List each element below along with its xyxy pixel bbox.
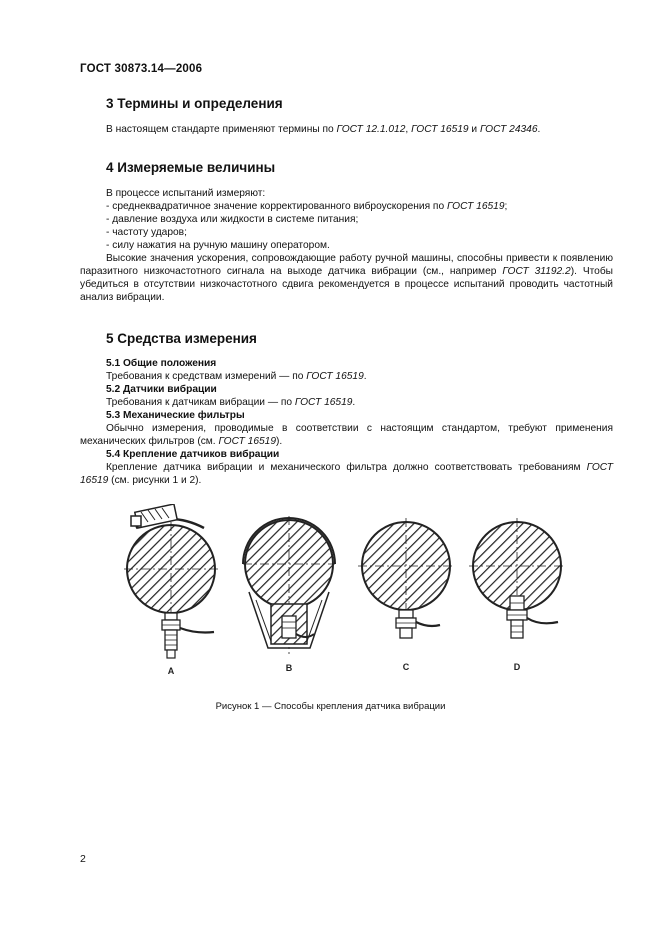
page-number: 2 <box>80 853 86 865</box>
sensor-cable <box>416 622 440 626</box>
vibration-sensor <box>282 616 296 638</box>
mount-variant-c <box>358 518 454 672</box>
subsection-5-2-text: Требования к датчикам вибрации — по ГОСТ 16519. <box>106 397 356 408</box>
section-4-intro: В процессе испытаний измеряют: <box>106 188 266 199</box>
section-4-paragraph: Высокие значения ускорения, сопровождающие работу ручной машины, способны привести к появлению паразитного низкочастотного сигнала на выходе датчика вибрации (см., например ГОСТ 31192.2). Чтобы убедиться в отсутствии низкочастотного сдвига рекомендуется в процессе испытаний проводить частотный анализ вибрации. <box>80 253 613 304</box>
section-4-item-2: - давление воздуха или жидкости в системе питания; <box>106 214 359 225</box>
section-4-item-4: - силу нажатия на ручную машину оператором. <box>106 240 330 251</box>
mount-variant-b <box>243 516 335 673</box>
subsection-5-1-title: 5.1 Общие положения <box>106 358 217 369</box>
label-c: C <box>402 662 410 672</box>
section-5-heading: 5 Средства измерения <box>106 331 257 346</box>
figure-1 <box>106 504 576 684</box>
ref-gost-16519: ГОСТ 16519 <box>411 124 469 135</box>
subsection-5-2-title: 5.2 Датчики вибрации <box>106 384 217 395</box>
document-header: ГОСТ 30873.14—2006 <box>80 63 203 75</box>
subsection-5-3-title: 5.3 Механические фильтры <box>106 410 245 421</box>
label-d: D <box>513 662 521 672</box>
figure-caption: Рисунок 1 — Способы крепления датчика вибрации <box>215 701 446 712</box>
subsection-5-3-text: Обычно измерения, проводимые в соответствии с настоящим стандартом, требуют применения механических фильтров (см. ГОСТ 16519). <box>80 423 613 448</box>
subsection-5-1-text: Требования к средствам измерений — по ГОСТ 16519. <box>106 371 367 382</box>
sensor-cable <box>180 628 214 633</box>
label-a: A <box>167 666 175 676</box>
section-3-text: В настоящем стандарте применяют термины по ГОСТ 12.1.012, ГОСТ 16519 и ГОСТ 24346. <box>106 124 541 135</box>
mount-variant-a <box>124 504 218 676</box>
ref-gost-12-1-012: ГОСТ 12.1.012 <box>336 124 406 135</box>
sensor-cable <box>527 618 558 623</box>
label-b: B <box>285 663 293 673</box>
section-3-heading: 3 Термины и определения <box>106 96 283 111</box>
mount-variant-d <box>469 518 565 672</box>
ref-gost-24346: ГОСТ 24346 <box>479 124 538 135</box>
subsection-5-4-title: 5.4 Крепление датчиков вибрации <box>106 449 280 460</box>
subsection-5-4-text: Крепление датчика вибрации и механического фильтра должно соответствовать требованиям ГОСТ 16519 (см. рисунки 1 и 2). <box>80 462 613 487</box>
section-4-item-3: - частоту ударов; <box>106 227 187 238</box>
section-4-item-1: - среднеквадратичное значение корректированного виброускорения по ГОСТ 16519; <box>106 201 508 212</box>
section-4-heading: 4 Измеряемые величины <box>106 160 276 175</box>
